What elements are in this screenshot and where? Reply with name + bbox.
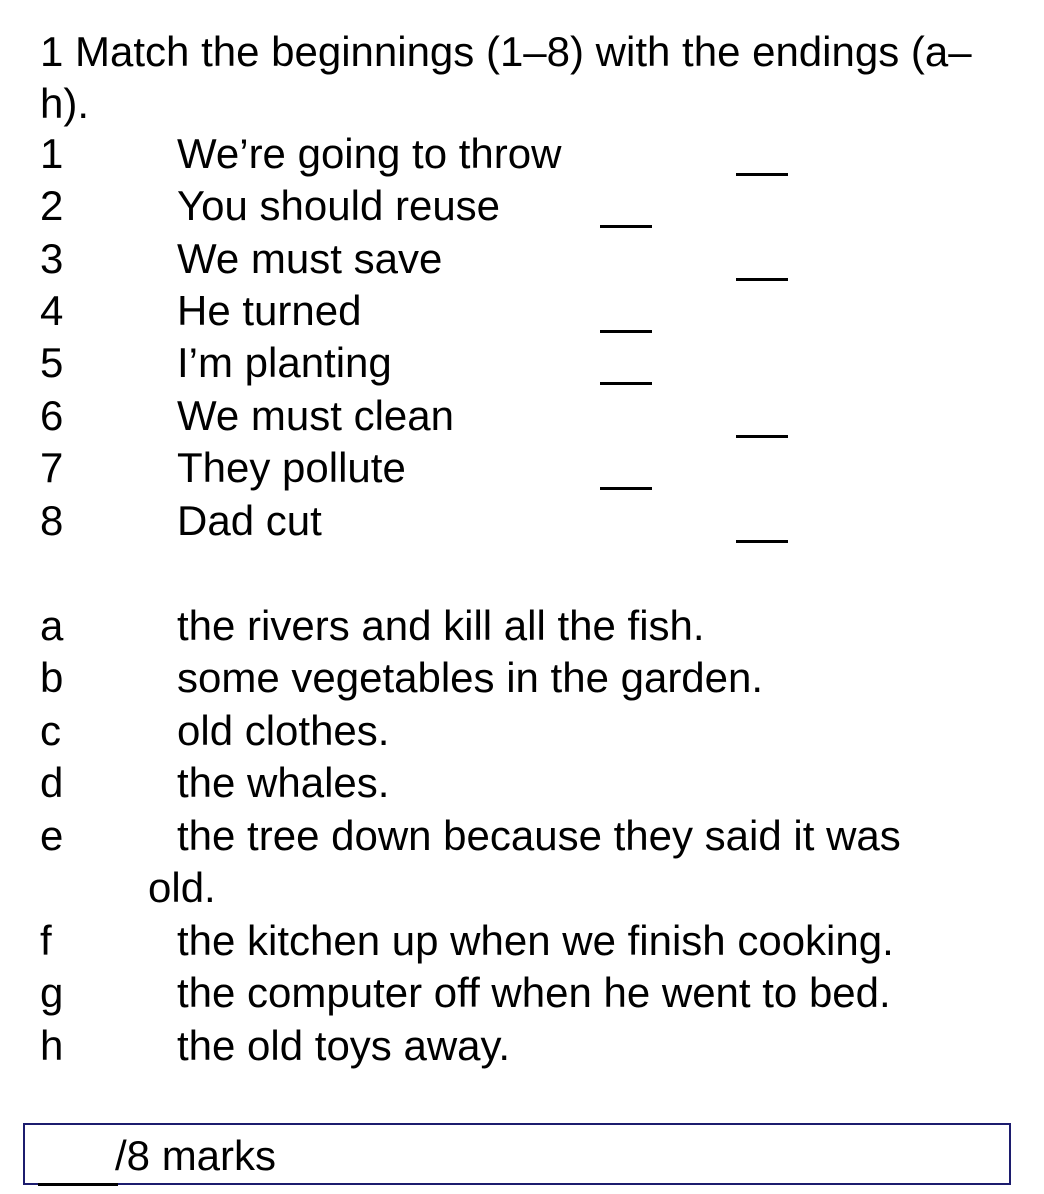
- beginning-item: [0, 390, 1044, 442]
- ending-item: [0, 810, 1044, 914]
- ending-letter: g: [40, 969, 64, 1016]
- answer-blank[interactable]: [600, 487, 652, 490]
- ending-item: [0, 652, 1044, 704]
- ending-item: [0, 600, 1044, 652]
- ending-text: some vegetables in the garden.: [177, 654, 764, 701]
- beginning-number: 8: [40, 497, 64, 544]
- beginning-number: 4: [40, 287, 64, 334]
- beginning-text: I’m planting: [177, 339, 392, 386]
- beginning-item: [0, 442, 1044, 494]
- beginning-number: 2: [40, 182, 64, 229]
- beginning-text: We must save: [177, 235, 443, 282]
- ending-text: old clothes.: [177, 707, 390, 754]
- ending-item: [0, 705, 1044, 757]
- beginning-item: [0, 128, 1044, 180]
- ending-text: the kitchen up when we finish cooking.: [177, 917, 894, 964]
- beginning-item: [0, 495, 1044, 547]
- answer-blank[interactable]: [600, 382, 652, 385]
- ending-letter: f: [40, 917, 52, 964]
- ending-text-continuation: old.: [148, 864, 216, 911]
- ending-letter: e: [40, 812, 64, 859]
- exercise-title: 1 Match the beginnings (1–8) with the endings (a–h).: [40, 28, 972, 127]
- beginning-number: 6: [40, 392, 64, 439]
- ending-letter: d: [40, 759, 64, 806]
- ending-item: [0, 967, 1044, 1019]
- beginning-item: [0, 337, 1044, 389]
- score-marks: /8 marks: [115, 1132, 277, 1179]
- ending-item: [0, 1020, 1044, 1072]
- beginning-text: They pollute: [177, 444, 406, 491]
- answer-blank[interactable]: [600, 225, 652, 228]
- ending-text: the tree down because they said it was: [177, 812, 901, 859]
- beginning-item: [0, 285, 1044, 337]
- beginning-text: He turned: [177, 287, 362, 334]
- answer-blank[interactable]: [600, 330, 652, 333]
- beginning-number: 7: [40, 444, 64, 491]
- ending-letter: b: [40, 654, 64, 701]
- ending-item: [0, 757, 1044, 809]
- beginning-text: We must clean: [177, 392, 454, 439]
- beginning-number: 1: [40, 130, 64, 177]
- ending-text: the computer off when he went to bed.: [177, 969, 891, 1016]
- beginning-text: We’re going to throw: [177, 130, 562, 177]
- beginning-text: Dad cut: [177, 497, 322, 544]
- answer-blank[interactable]: [736, 435, 788, 438]
- ending-item: [0, 915, 1044, 967]
- beginning-item: [0, 233, 1044, 285]
- beginning-text: You should reuse: [177, 182, 501, 229]
- ending-letter: h: [40, 1022, 64, 1069]
- ending-letter: a: [40, 602, 64, 649]
- answer-blank[interactable]: [736, 540, 788, 543]
- score-blank[interactable]: [38, 1183, 118, 1186]
- beginning-number: 5: [40, 339, 64, 386]
- answer-blank[interactable]: [736, 173, 788, 176]
- beginning-item: [0, 180, 1044, 232]
- ending-text: the whales.: [177, 759, 390, 806]
- answer-blank[interactable]: [736, 278, 788, 281]
- ending-text: the old toys away.: [177, 1022, 511, 1069]
- ending-text: the rivers and kill all the fish.: [177, 602, 705, 649]
- ending-letter: c: [40, 707, 61, 754]
- beginning-number: 3: [40, 235, 64, 282]
